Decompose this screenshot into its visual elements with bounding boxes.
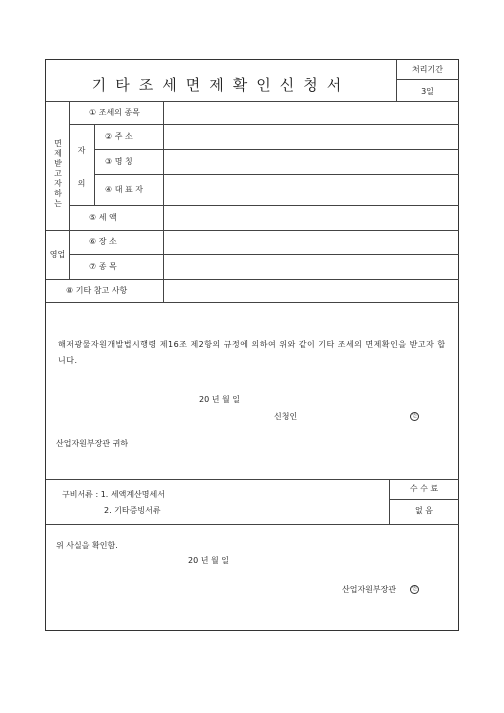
processing-period-label: 처리기간: [412, 65, 443, 74]
name-field[interactable]: [164, 150, 459, 174]
exemptee-ui-label: 의: [77, 179, 86, 188]
exemptee-ja-label: 자: [77, 146, 86, 155]
representative-label: ④ 대 표 자: [105, 185, 143, 194]
tax-type-field[interactable]: [164, 102, 459, 124]
other-notes-label: ⑧ 기타 참고 사항: [66, 286, 128, 295]
divider: [46, 479, 459, 480]
fee-value: 없 음: [415, 506, 433, 515]
confirmation-signer: 산업자원부장관: [342, 585, 397, 594]
applicant-label: 신청인: [274, 412, 298, 421]
tax-amount-field[interactable]: [164, 206, 459, 230]
application-statement: 해저광물자원개발법시행령 제16조 제2항의 규정에 의하여 위와 같이 기타 조세의 면제확인을 받고자 합니다.: [58, 340, 446, 365]
address-field[interactable]: [164, 125, 459, 149]
category-label: ⑦ 종 목: [89, 262, 117, 271]
processing-period-value: 3일: [421, 87, 434, 96]
address-label: ② 주 소: [105, 132, 133, 141]
required-documents: 구비서류 : 1. 세액계산명세서: [62, 490, 165, 499]
divider: [94, 124, 95, 205]
addressee: 산업자원부장관 귀하: [56, 439, 129, 448]
place-label: ⑥ 장 소: [89, 237, 117, 246]
business-group-label: 영업: [49, 250, 66, 259]
divider: [396, 79, 459, 80]
divider: [389, 499, 459, 500]
exemption-application-form: [45, 59, 459, 631]
category-field[interactable]: [164, 255, 459, 279]
divider: [69, 101, 70, 279]
tax-amount-label: ⑤ 세 액: [89, 213, 117, 222]
application-date: 20 년 월 일: [199, 395, 240, 404]
place-field[interactable]: [164, 231, 459, 254]
applicant-seal-mark: 인: [410, 412, 419, 421]
other-notes-field[interactable]: [164, 280, 459, 302]
required-documents-item-2: 2. 기타증빙서류: [104, 506, 161, 515]
confirmation-text: 위 사실을 확인함.: [56, 541, 118, 550]
fee-label: 수 수 료: [409, 484, 439, 493]
confirmation-date: 20 년 월 일: [188, 556, 229, 565]
form-title: 기타조세면제확인신청서: [91, 76, 351, 94]
confirmation-seal-mark: 인: [410, 585, 419, 594]
name-label: ③ 명 칭: [105, 157, 133, 166]
exemptee-group-label: 면제받고자하는: [54, 139, 62, 208]
divider: [46, 302, 459, 303]
divider: [46, 524, 459, 525]
tax-type-label: ① 조세의 종목: [89, 108, 140, 117]
representative-field[interactable]: [164, 175, 459, 205]
